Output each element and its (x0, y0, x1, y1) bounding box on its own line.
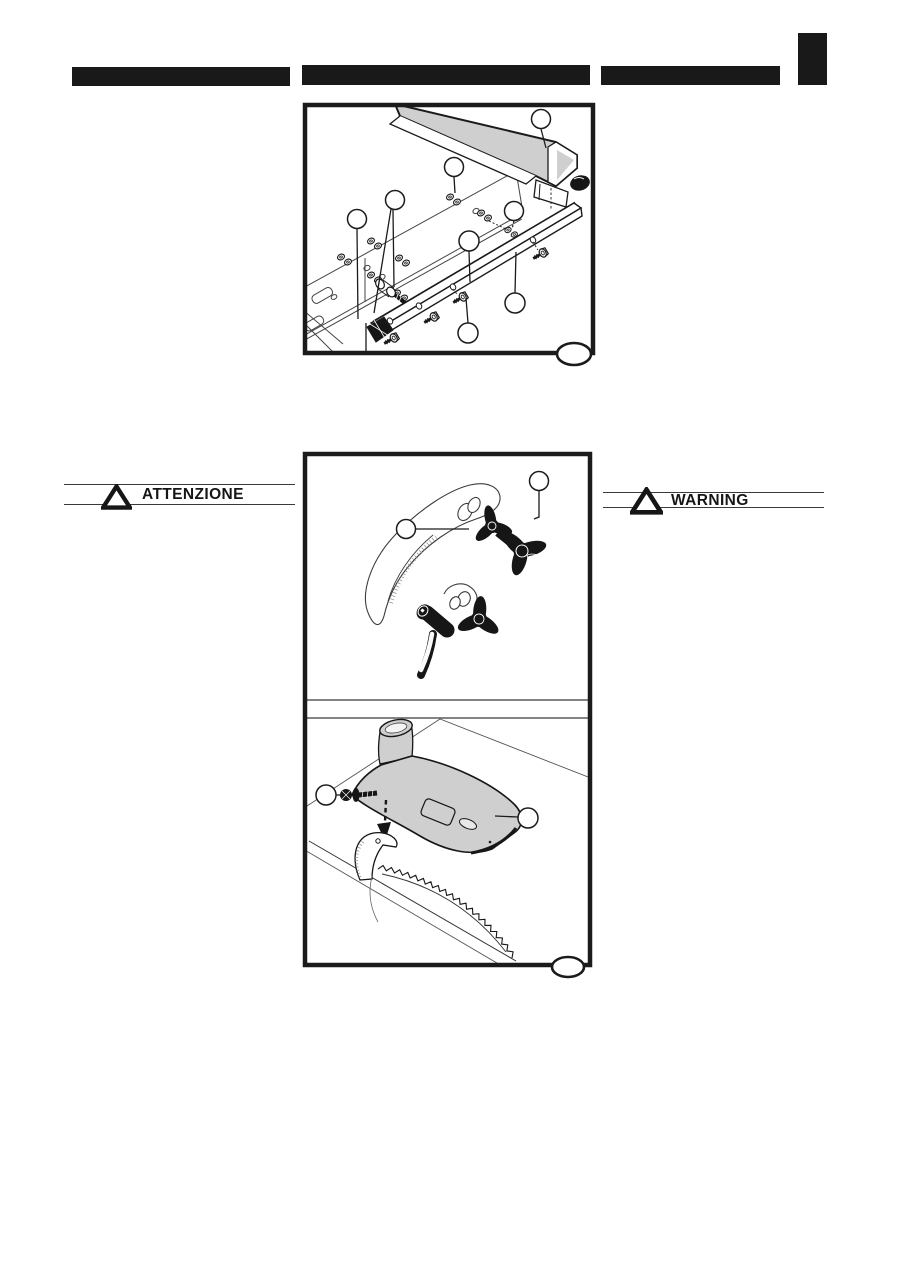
callout-circle (532, 110, 551, 129)
warning-label: WARNING (671, 492, 749, 509)
callout-circle (530, 472, 549, 491)
warning-triangle-icon (101, 484, 132, 510)
callout-circle (386, 191, 405, 210)
figure-2-blade-guard (295, 444, 610, 989)
header-bar-center (302, 65, 590, 85)
callout-circle (505, 293, 525, 313)
figure-1-rail-exploded-view (295, 92, 610, 380)
page-corner-tab (798, 33, 827, 85)
figure-1-label-oval (557, 343, 591, 365)
callout-circle (505, 202, 524, 221)
header-bar-right (601, 66, 780, 85)
callout-circle (445, 158, 464, 177)
attention-label: ATTENZIONE (142, 486, 244, 503)
figure-2-label-oval (552, 957, 584, 977)
figure-2-background (305, 454, 590, 965)
header-bar-left (72, 67, 290, 86)
callout-circle (316, 785, 336, 805)
callout-circle (397, 520, 416, 539)
callout-circle (348, 210, 367, 229)
callout-circle (518, 808, 538, 828)
callout-circle (458, 323, 478, 343)
warning-triangle-icon (630, 487, 663, 515)
callout-circle (459, 231, 479, 251)
